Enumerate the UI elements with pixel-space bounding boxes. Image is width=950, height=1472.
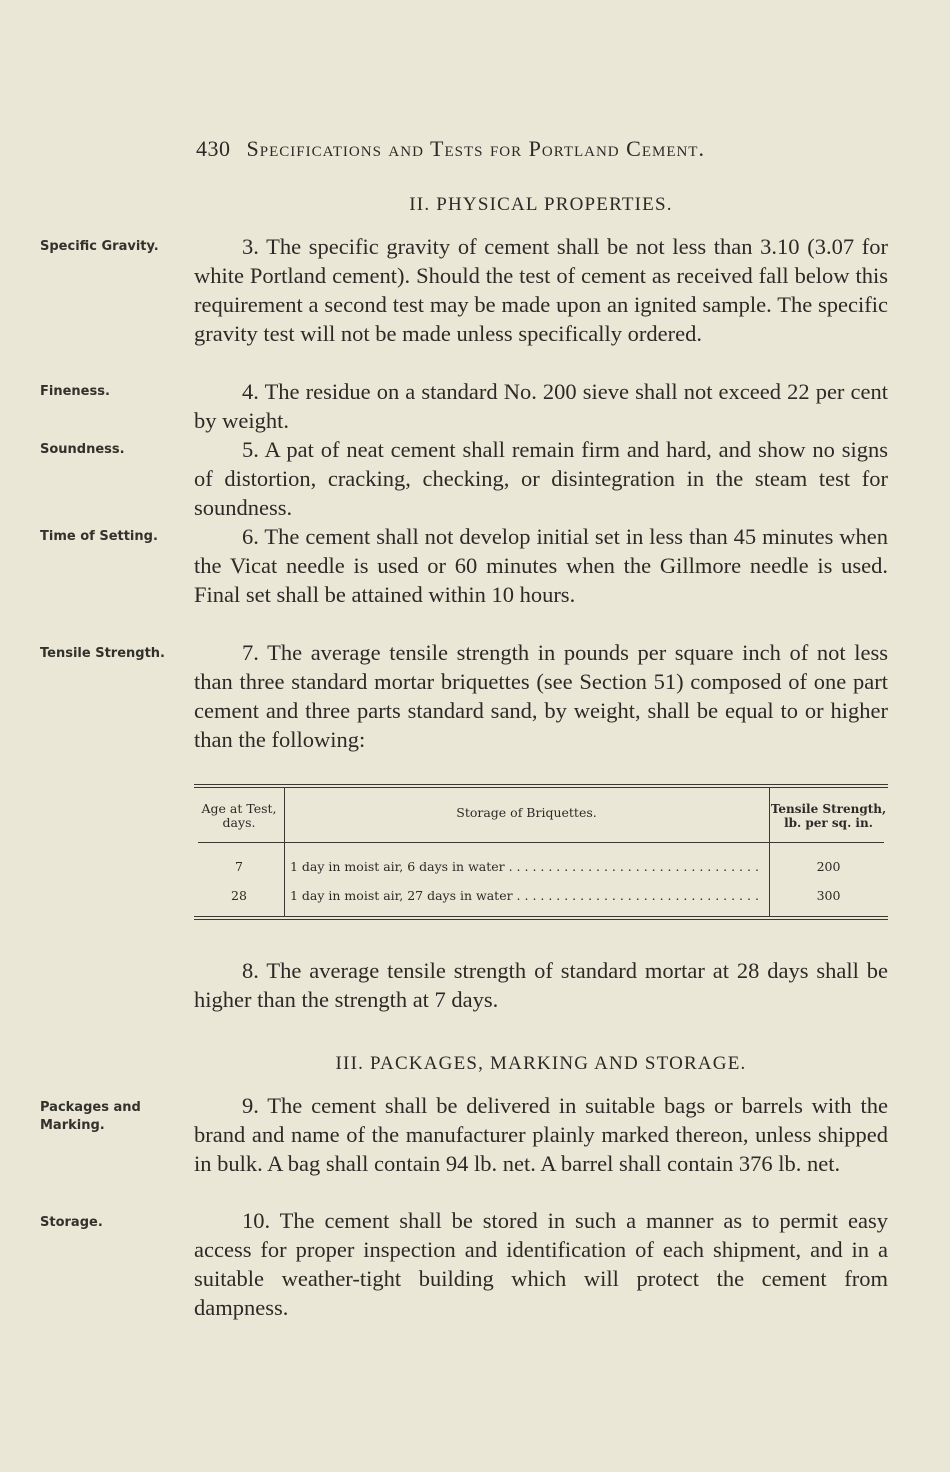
table-rule-bottom xyxy=(194,916,888,917)
side-note-tensile-strength: Tensile Strength. xyxy=(40,646,165,661)
page-number: 430 xyxy=(196,136,231,161)
paragraph-5: 5. A pat of neat cement shall remain firm and hard, and show no signs of distortion, cracking, checking, or disintegration in the steam test for soundness. xyxy=(194,437,888,520)
table-cell-strength: 300 xyxy=(816,888,841,903)
header-age-line1: Age at Test, xyxy=(201,801,277,816)
side-note-storage: Storage. xyxy=(40,1215,103,1230)
table-cell-storage: 1 day in moist air, 6 days in water . . . xyxy=(290,859,764,875)
paragraph-3: 3. The specific gravity of cement shall be not less than 3.10 (3.07 for white Portland cement). Should the test of cement as received fall below this requirement a second test may be made upon an ignited sample. The specific gravity test will not be made unless specifically ordered. xyxy=(194,234,888,346)
table-rule-header xyxy=(198,842,884,843)
running-head xyxy=(196,136,896,162)
table-cell-strength: 200 xyxy=(816,859,841,874)
tensile-strength-table xyxy=(194,782,888,922)
paragraph-10: 10. The cement shall be stored in such a manner as to permit easy access for proper inspection and identification of each shipment, and in a suitable weather-tight building which will protect the cement from dampness. xyxy=(194,1208,888,1320)
header-strength xyxy=(769,802,888,830)
paragraph-6: 6. The cement shall not develop initial set in less than 45 minutes when the Vicat needle is used or 60 minutes when the Gillmore needle is used. Final set shall be attained within 10 hours. xyxy=(194,524,888,607)
section-heading-packages: III. PACKAGES, MARKING AND STORAGE. xyxy=(335,1053,747,1074)
table-cell-storage: 1 day in moist air, 27 days in water . . . xyxy=(290,888,764,904)
table-cell-age: 28 xyxy=(231,888,247,903)
side-note-fineness: Fineness. xyxy=(40,384,110,399)
header-strength-line2: lb. per sq. in. xyxy=(784,816,873,830)
side-note-time-of-setting: Time of Setting. xyxy=(40,529,158,544)
header-age xyxy=(194,802,284,830)
paragraph-8: 8. The average tensile strength of standard mortar at 28 days shall be higher than the strength at 7 days. xyxy=(194,958,888,1012)
section-heading-physical: II. PHYSICAL PROPERTIES. xyxy=(409,194,673,215)
header-strength-line1: Tensile Strength, xyxy=(770,802,887,816)
running-title: Specifications and Tests for Portland Cement. xyxy=(246,136,705,161)
side-note-specific-gravity: Specific Gravity. xyxy=(40,239,159,254)
side-note-packages-and-marking: Packages and Marking. xyxy=(40,1100,141,1133)
table-cell-age: 7 xyxy=(235,859,243,874)
header-age-line2: days. xyxy=(222,815,256,830)
side-note-soundness: Soundness. xyxy=(40,442,125,457)
table-rule-top-inner xyxy=(194,787,888,788)
paragraph-7: 7. The average tensile strength in pounds per square inch of not less than three standard mortar briquettes (see Section 51) composed of one part cement and three parts standard sand, by weight, shall be equal to or higher than the following: xyxy=(194,640,888,752)
paragraph-9: 9. The cement shall be delivered in suitable bags or barrels with the brand and name of the manufacturer plainly marked thereon, unless shipped in bulk. A bag shall contain 94 lb. net. A barrel shall contain 376 lb. net. xyxy=(194,1093,888,1176)
paragraph-4: 4. The residue on a standard No. 200 sieve shall not exceed 22 per cent by weight. xyxy=(194,379,888,433)
table-rule-top xyxy=(194,784,888,785)
header-storage: Storage of Briquettes. xyxy=(456,805,597,820)
table-rule-bottom-outer xyxy=(194,919,888,920)
